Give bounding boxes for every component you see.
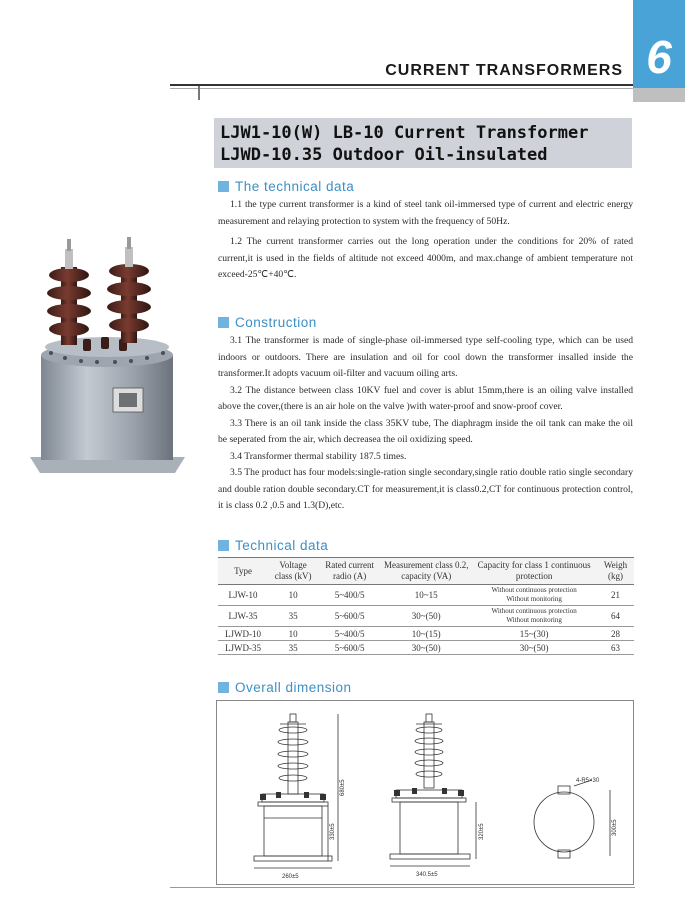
dimension-drawing-2 (380, 708, 500, 880)
cell: 10~(15) (381, 627, 471, 641)
spec-table (218, 557, 634, 655)
cell: 15~(30) (471, 627, 597, 641)
product-title-line2: LJWD-10.35 Outdoor Oil-insulated (220, 145, 548, 165)
cell: Without continuous protection Without monitoring (471, 606, 597, 627)
table-row (218, 641, 634, 655)
dim-label: 4-R5×30 (576, 778, 600, 784)
cell: Without continuous protection Without monitoring (471, 585, 597, 606)
paragraph: 1.2 The current transformer carries out the long operation under the conditions for 20% of rated current,it is used in the fields of altitude not exceed 4000m, and max.change of ambient temperature not exceed-25℃+40℃. (218, 236, 633, 280)
cell: 30~(50) (471, 641, 597, 655)
paragraph: 3.3 There is an oil tank inside the class 35KV tube, The diaphragm inside the oil tank can make the oil be seperated from the air, which decreasea the oil oxidizing speed. (218, 417, 633, 445)
table-header-row (218, 558, 634, 585)
dim-label: 340.5±5 (416, 872, 438, 878)
table-row (218, 585, 634, 606)
product-title (214, 118, 632, 168)
section-square-icon (218, 682, 229, 693)
dim-label: 260±5 (282, 874, 299, 880)
cell: 5~400/5 (318, 627, 381, 641)
cell: 64 (597, 606, 634, 627)
product-title-line1: LJW1-10(W) LB-10 Current Transformer (220, 123, 589, 143)
section-square-icon (218, 181, 229, 192)
section-heading: Construction (235, 315, 317, 330)
col-type: Type (218, 558, 268, 585)
paragraph: 3.1 The transformer is made of single-phase oil-immersed type self-cooling type, which can be used indoors or outdoors. There are insulation and oil for cool down the transformer insalled inside the transformer.It adopts vacuum oil-filter and vacuum oiling arts. (218, 335, 633, 379)
cell: 10 (268, 627, 318, 641)
cell: 21 (597, 585, 634, 606)
cell: 10~15 (381, 585, 471, 606)
construction-text (218, 333, 633, 515)
header-rule (170, 84, 635, 86)
dim-label: 320±5 (479, 823, 485, 840)
header-title: CURRENT TRANSFORMERS (385, 62, 623, 79)
dim-label: 680±5 (340, 779, 346, 796)
section-square-icon (218, 540, 229, 551)
col-voltage: Voltage class (kV) (268, 558, 318, 585)
section-dimension (218, 680, 352, 695)
header-tick (198, 86, 200, 100)
dimension-drawing-1 (240, 708, 360, 880)
technical-data-text (218, 197, 633, 284)
section-heading: Technical data (235, 538, 329, 553)
section-square-icon (218, 317, 229, 328)
section-technical-data (218, 179, 354, 194)
cell: 30~(50) (381, 606, 471, 627)
dim-label: 300±5 (612, 819, 618, 836)
section-table (218, 538, 328, 553)
paragraph: 3.2 The distance between class 10KV fuel and cover is ablut 15mm,there is an oiling valve installed above the cover,(there is an air hole on the valve )with water-proof and snow-proof cover. (218, 384, 633, 412)
chapter-strip (633, 88, 685, 102)
section-heading: The technical data (235, 179, 355, 194)
dimension-drawing-3 (520, 770, 630, 875)
table-row (218, 627, 634, 641)
dim-label: 330±5 (330, 823, 336, 840)
cell: LJW-35 (218, 606, 268, 627)
paragraph: 3.4 Transformer thermal stability 187.5 times. (230, 450, 407, 462)
cell: 28 (597, 627, 634, 641)
chapter-number: 6 (646, 31, 672, 83)
footer-rule (170, 887, 635, 888)
header-rule-thin (170, 88, 635, 89)
cell: 5~600/5 (318, 606, 381, 627)
cell: LJW-10 (218, 585, 268, 606)
cell: 63 (597, 641, 634, 655)
col-measurement: Measurement class 0.2, capacity (VA) (381, 558, 471, 585)
paragraph: 1.1 the type current transformer is a kind of steel tank oil-immersed type of current and electric energy measurement and relaying protection to system with the frequency of 50Hz. (218, 199, 633, 227)
col-protection: Capacity for class 1 continuous protection (471, 558, 597, 585)
col-rated-current: Rated current radio (A) (318, 558, 381, 585)
cell: 35 (268, 606, 318, 627)
cell: 5~600/5 (318, 641, 381, 655)
cell: LJWD-35 (218, 641, 268, 655)
section-heading: Overall dimension (235, 680, 352, 695)
cell: LJWD-10 (218, 627, 268, 641)
col-weight: Weigh (kg) (597, 558, 634, 585)
transformer-photo (25, 235, 190, 480)
cell: 35 (268, 641, 318, 655)
section-construction (218, 315, 317, 330)
cell: 30~(50) (381, 641, 471, 655)
paragraph: 3.5 The product has four models:single-ration single secondary,single ratio double ratio single secondary and double ration double secondary.CT for measurement,it is class0.2,CT for continuous protection control, it is class 0.2 ,0.5 and 1.3(D),etc. (218, 467, 633, 511)
table-row (218, 606, 634, 627)
cell: 5~400/5 (318, 585, 381, 606)
cell: 10 (268, 585, 318, 606)
